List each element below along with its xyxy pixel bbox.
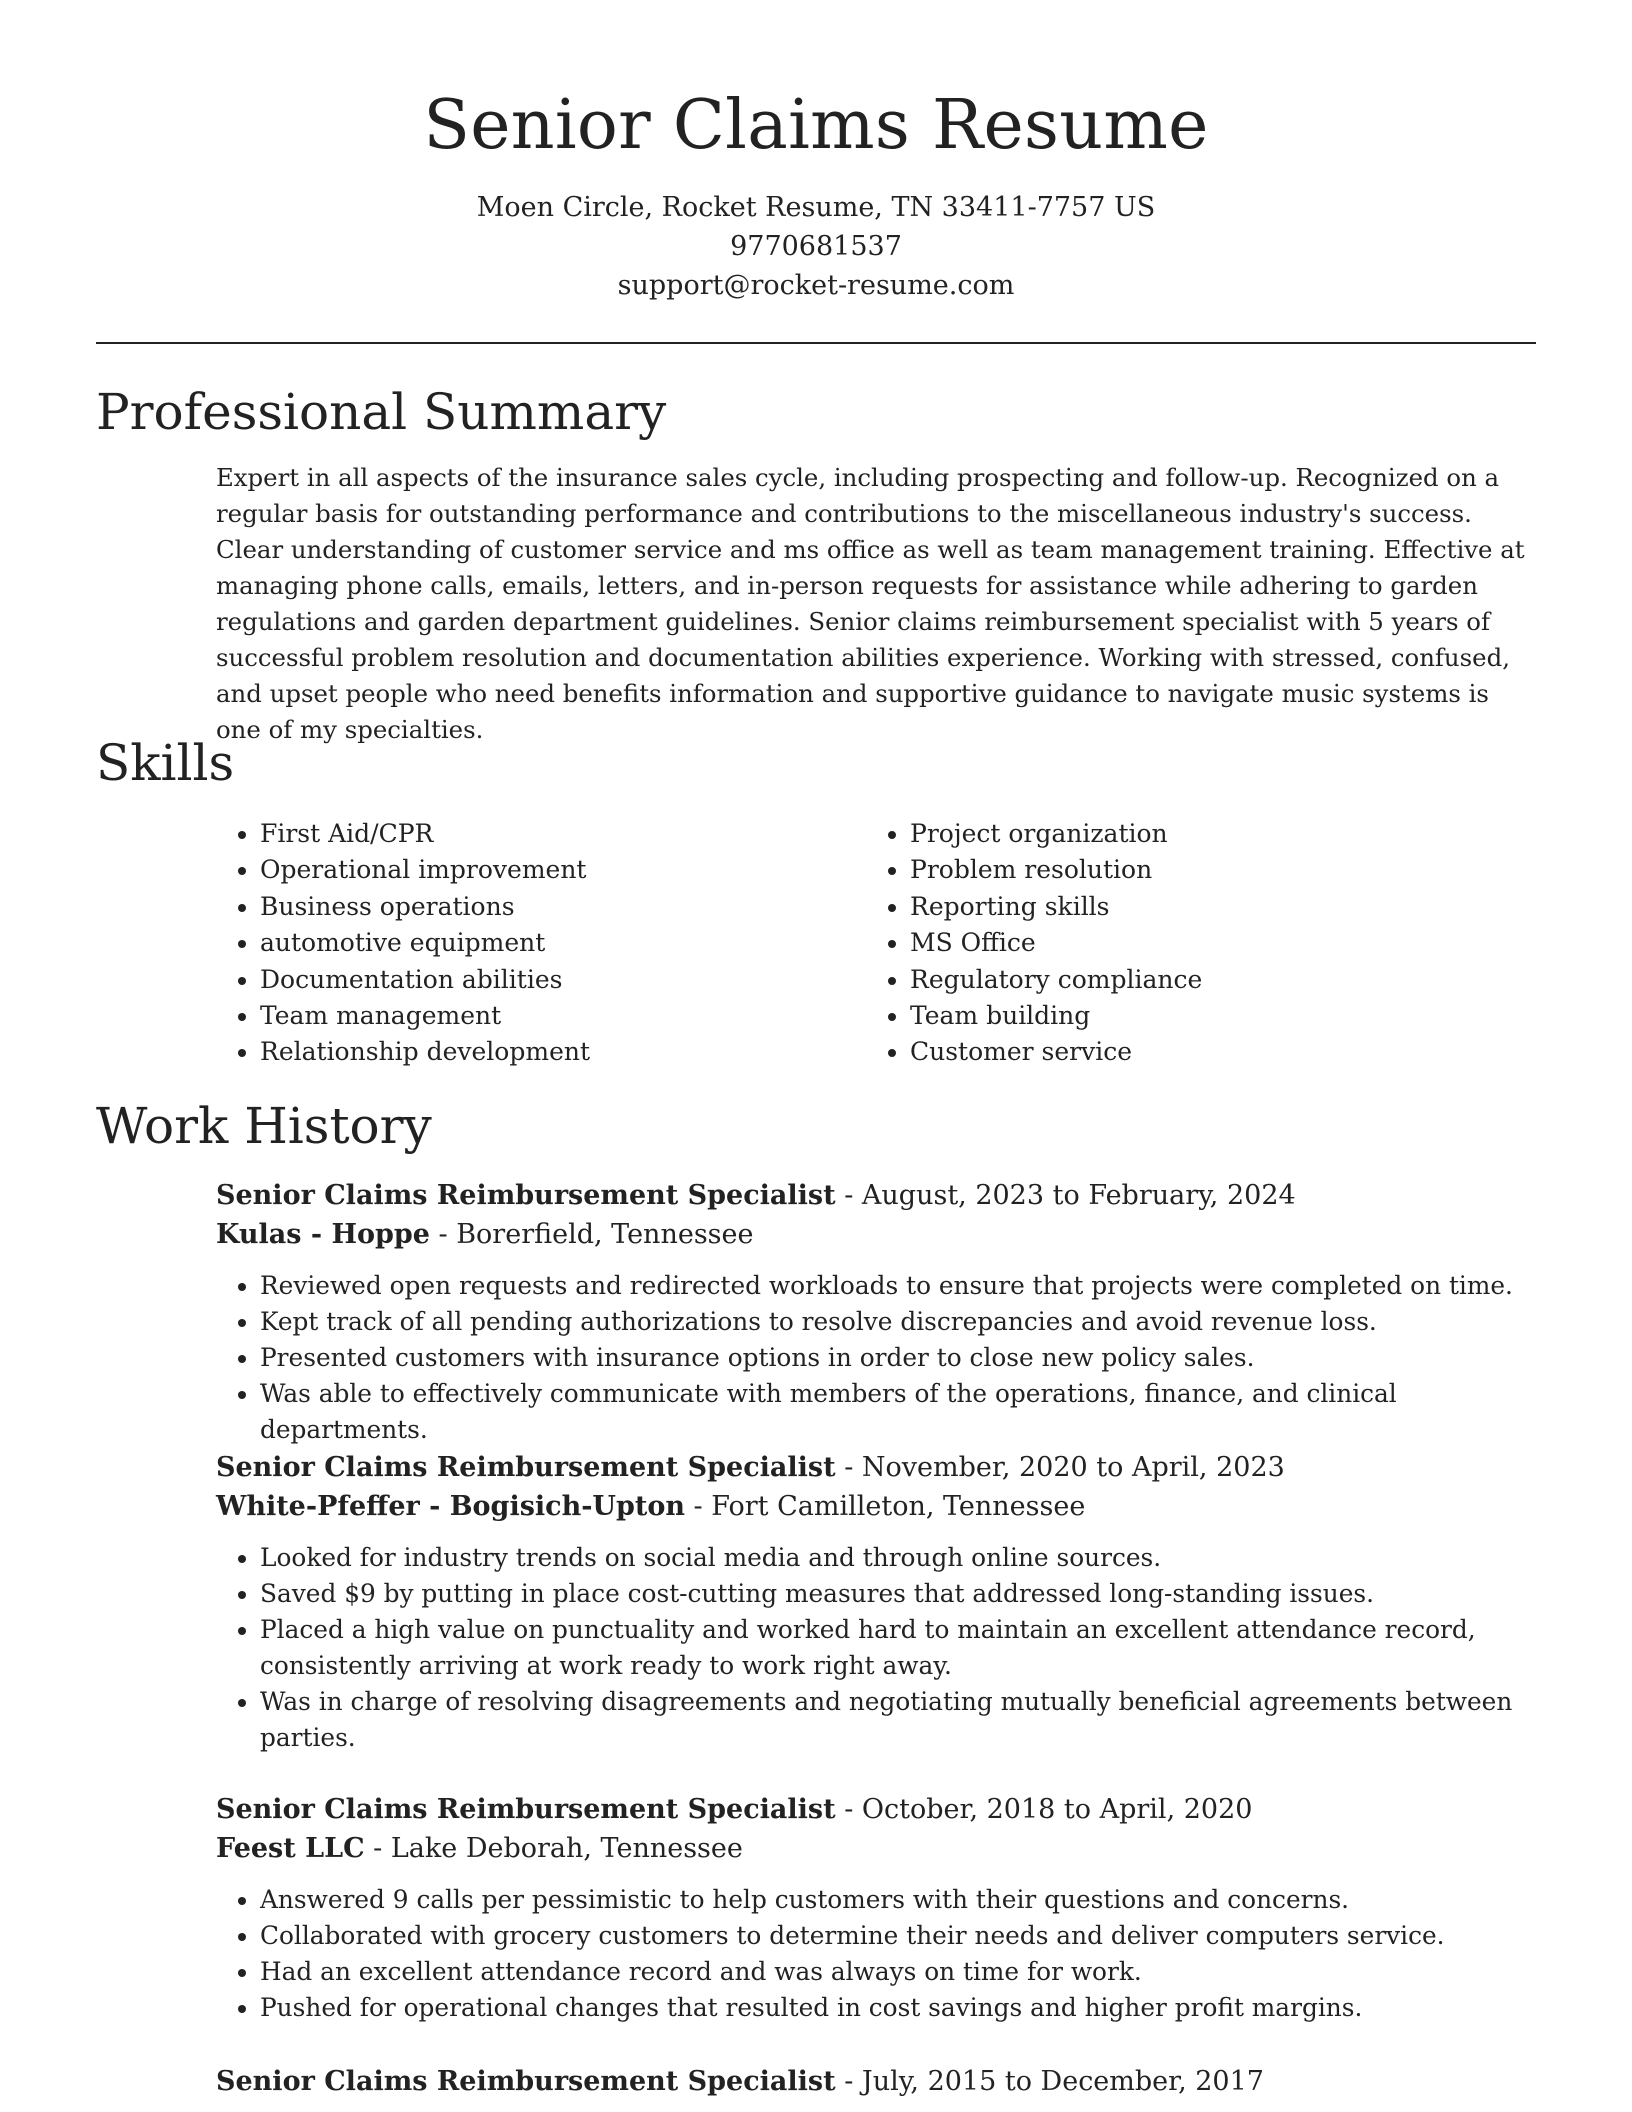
- skills-list-right: [866, 816, 1202, 1071]
- job-bullet: • Presented customers with insurance options in order to close new policy sales.: [260, 1340, 1540, 1376]
- job-bullet: • Was in charge of resolving disagreements and negotiating mutually beneficial agreements between parties.: [260, 1684, 1540, 1756]
- address: Moen Circle, Rocket Resume, TN 33411-7757 US: [476, 192, 1156, 223]
- skill-item: • MS Office: [910, 925, 1202, 961]
- job-location: - Lake Deborah, Tennessee: [364, 1833, 743, 1864]
- skills-heading: Skills: [96, 734, 235, 792]
- skill-item: • Project organization: [910, 816, 1202, 852]
- job-bullet: • Saved $9 by putting in place cost-cutting measures that addressed long-standing issues.: [260, 1576, 1540, 1612]
- header-divider: [96, 342, 1536, 344]
- job-entry: [216, 2062, 1538, 2101]
- job-title: Senior Claims Reimbursement Specialist: [216, 1794, 836, 1825]
- job-bullet: • Looked for industry trends on social media and through online sources.: [260, 1540, 1540, 1576]
- email: support@rocket-resume.com: [617, 270, 1015, 301]
- company-name: Feest LLC: [216, 1833, 365, 1864]
- resume-header: [96, 82, 1536, 305]
- skill-item: • Team building: [910, 998, 1202, 1034]
- phone: 9770681537: [730, 231, 902, 262]
- job-dates: - August, 2023 to February, 2024: [835, 1180, 1296, 1211]
- job-title: Senior Claims Reimbursement Specialist: [216, 1452, 836, 1483]
- job-bullets: [216, 1268, 1540, 1448]
- job-title-line: [216, 2062, 1538, 2101]
- skill-item: • Team management: [260, 998, 590, 1034]
- job-bullet: • Collaborated with grocery customers to determine their needs and deliver computers service.: [260, 1918, 1540, 1954]
- job-dates: - October, 2018 to April, 2020: [835, 1794, 1253, 1825]
- skill-item: • Operational improvement: [260, 852, 590, 888]
- job-title-line: [216, 1448, 1538, 1487]
- job-title-line: [216, 1176, 1538, 1215]
- skill-item: • Customer service: [910, 1034, 1202, 1070]
- summary-heading: Professional Summary: [96, 383, 667, 441]
- job-title: Senior Claims Reimbursement Specialist: [216, 2066, 836, 2097]
- summary-text: Expert in all aspects of the insurance sales cycle, including prospecting and follow-up. Recognized on a regular basis for outstanding performance and contributions to the miscellaneous industry's success. Clear understanding of customer service and ms office as well as team management training. Effective at managing phone calls, emails, letters, and in-person requests for assistance while adhering to garden regulations and garden department guidelines. Senior claims reimbursement specialist with 5 years of successful problem resolution and documentation abilities experience. Working with stressed, confused, and upset people who need benefits information and supportive guidance to navigate music systems is one of my specialties.: [216, 463, 1525, 744]
- resume-title: Senior Claims Resume: [423, 86, 1209, 165]
- work-history-heading: Work History: [96, 1097, 432, 1155]
- job-company-line: [216, 1829, 1538, 1868]
- job-company-line: [216, 1487, 1538, 1526]
- job-bullet: • Placed a high value on punctuality and worked hard to maintain an excellent attendance record, consistently arriving at work ready to work right away.: [260, 1612, 1540, 1684]
- job-bullet: • Pushed for operational changes that resulted in cost savings and higher profit margins.: [260, 1990, 1540, 2026]
- skill-item: • Documentation abilities: [260, 962, 590, 998]
- job-bullet: • Kept track of all pending authorizations to resolve discrepancies and avoid revenue loss.: [260, 1304, 1540, 1340]
- skill-item: • Reporting skills: [910, 889, 1202, 925]
- job-bullet: • Reviewed open requests and redirected workloads to ensure that projects were completed on time.: [260, 1268, 1540, 1304]
- job-title: Senior Claims Reimbursement Specialist: [216, 1180, 836, 1211]
- job-bullet: • Had an excellent attendance record and was always on time for work.: [260, 1954, 1540, 1990]
- skill-item: • Business operations: [260, 889, 590, 925]
- contact-block: [96, 188, 1536, 305]
- skill-item: • First Aid/CPR: [260, 816, 590, 852]
- job-company-line: [216, 1215, 1538, 1254]
- job-entry: [216, 1176, 1538, 1448]
- skill-item: • Problem resolution: [910, 852, 1202, 888]
- skill-item: • automotive equipment: [260, 925, 590, 961]
- job-location: - Borerfield, Tennessee: [429, 1219, 754, 1250]
- job-entry: [216, 1448, 1538, 1756]
- company-name: White-Pfeffer - Bogisich-Upton: [216, 1491, 685, 1522]
- job-bullets: [216, 1882, 1540, 2026]
- job-title-line: [216, 1790, 1538, 1829]
- job-bullet: • Was able to effectively communicate with members of the operations, finance, and clinical departments.: [260, 1376, 1540, 1448]
- job-dates: - July, 2015 to December, 2017: [835, 2066, 1264, 2097]
- job-location: - Fort Camilleton, Tennessee: [684, 1491, 1086, 1522]
- skill-item: • Regulatory compliance: [910, 962, 1202, 998]
- skills-list-left: [216, 816, 590, 1071]
- skill-item: • Relationship development: [260, 1034, 590, 1070]
- job-entry: [216, 1790, 1538, 2026]
- job-dates: - November, 2020 to April, 2023: [835, 1452, 1285, 1483]
- job-bullet: • Answered 9 calls per pessimistic to help customers with their questions and concerns.: [260, 1882, 1540, 1918]
- company-name: Kulas - Hoppe: [216, 1219, 430, 1250]
- job-bullets: [216, 1540, 1540, 1756]
